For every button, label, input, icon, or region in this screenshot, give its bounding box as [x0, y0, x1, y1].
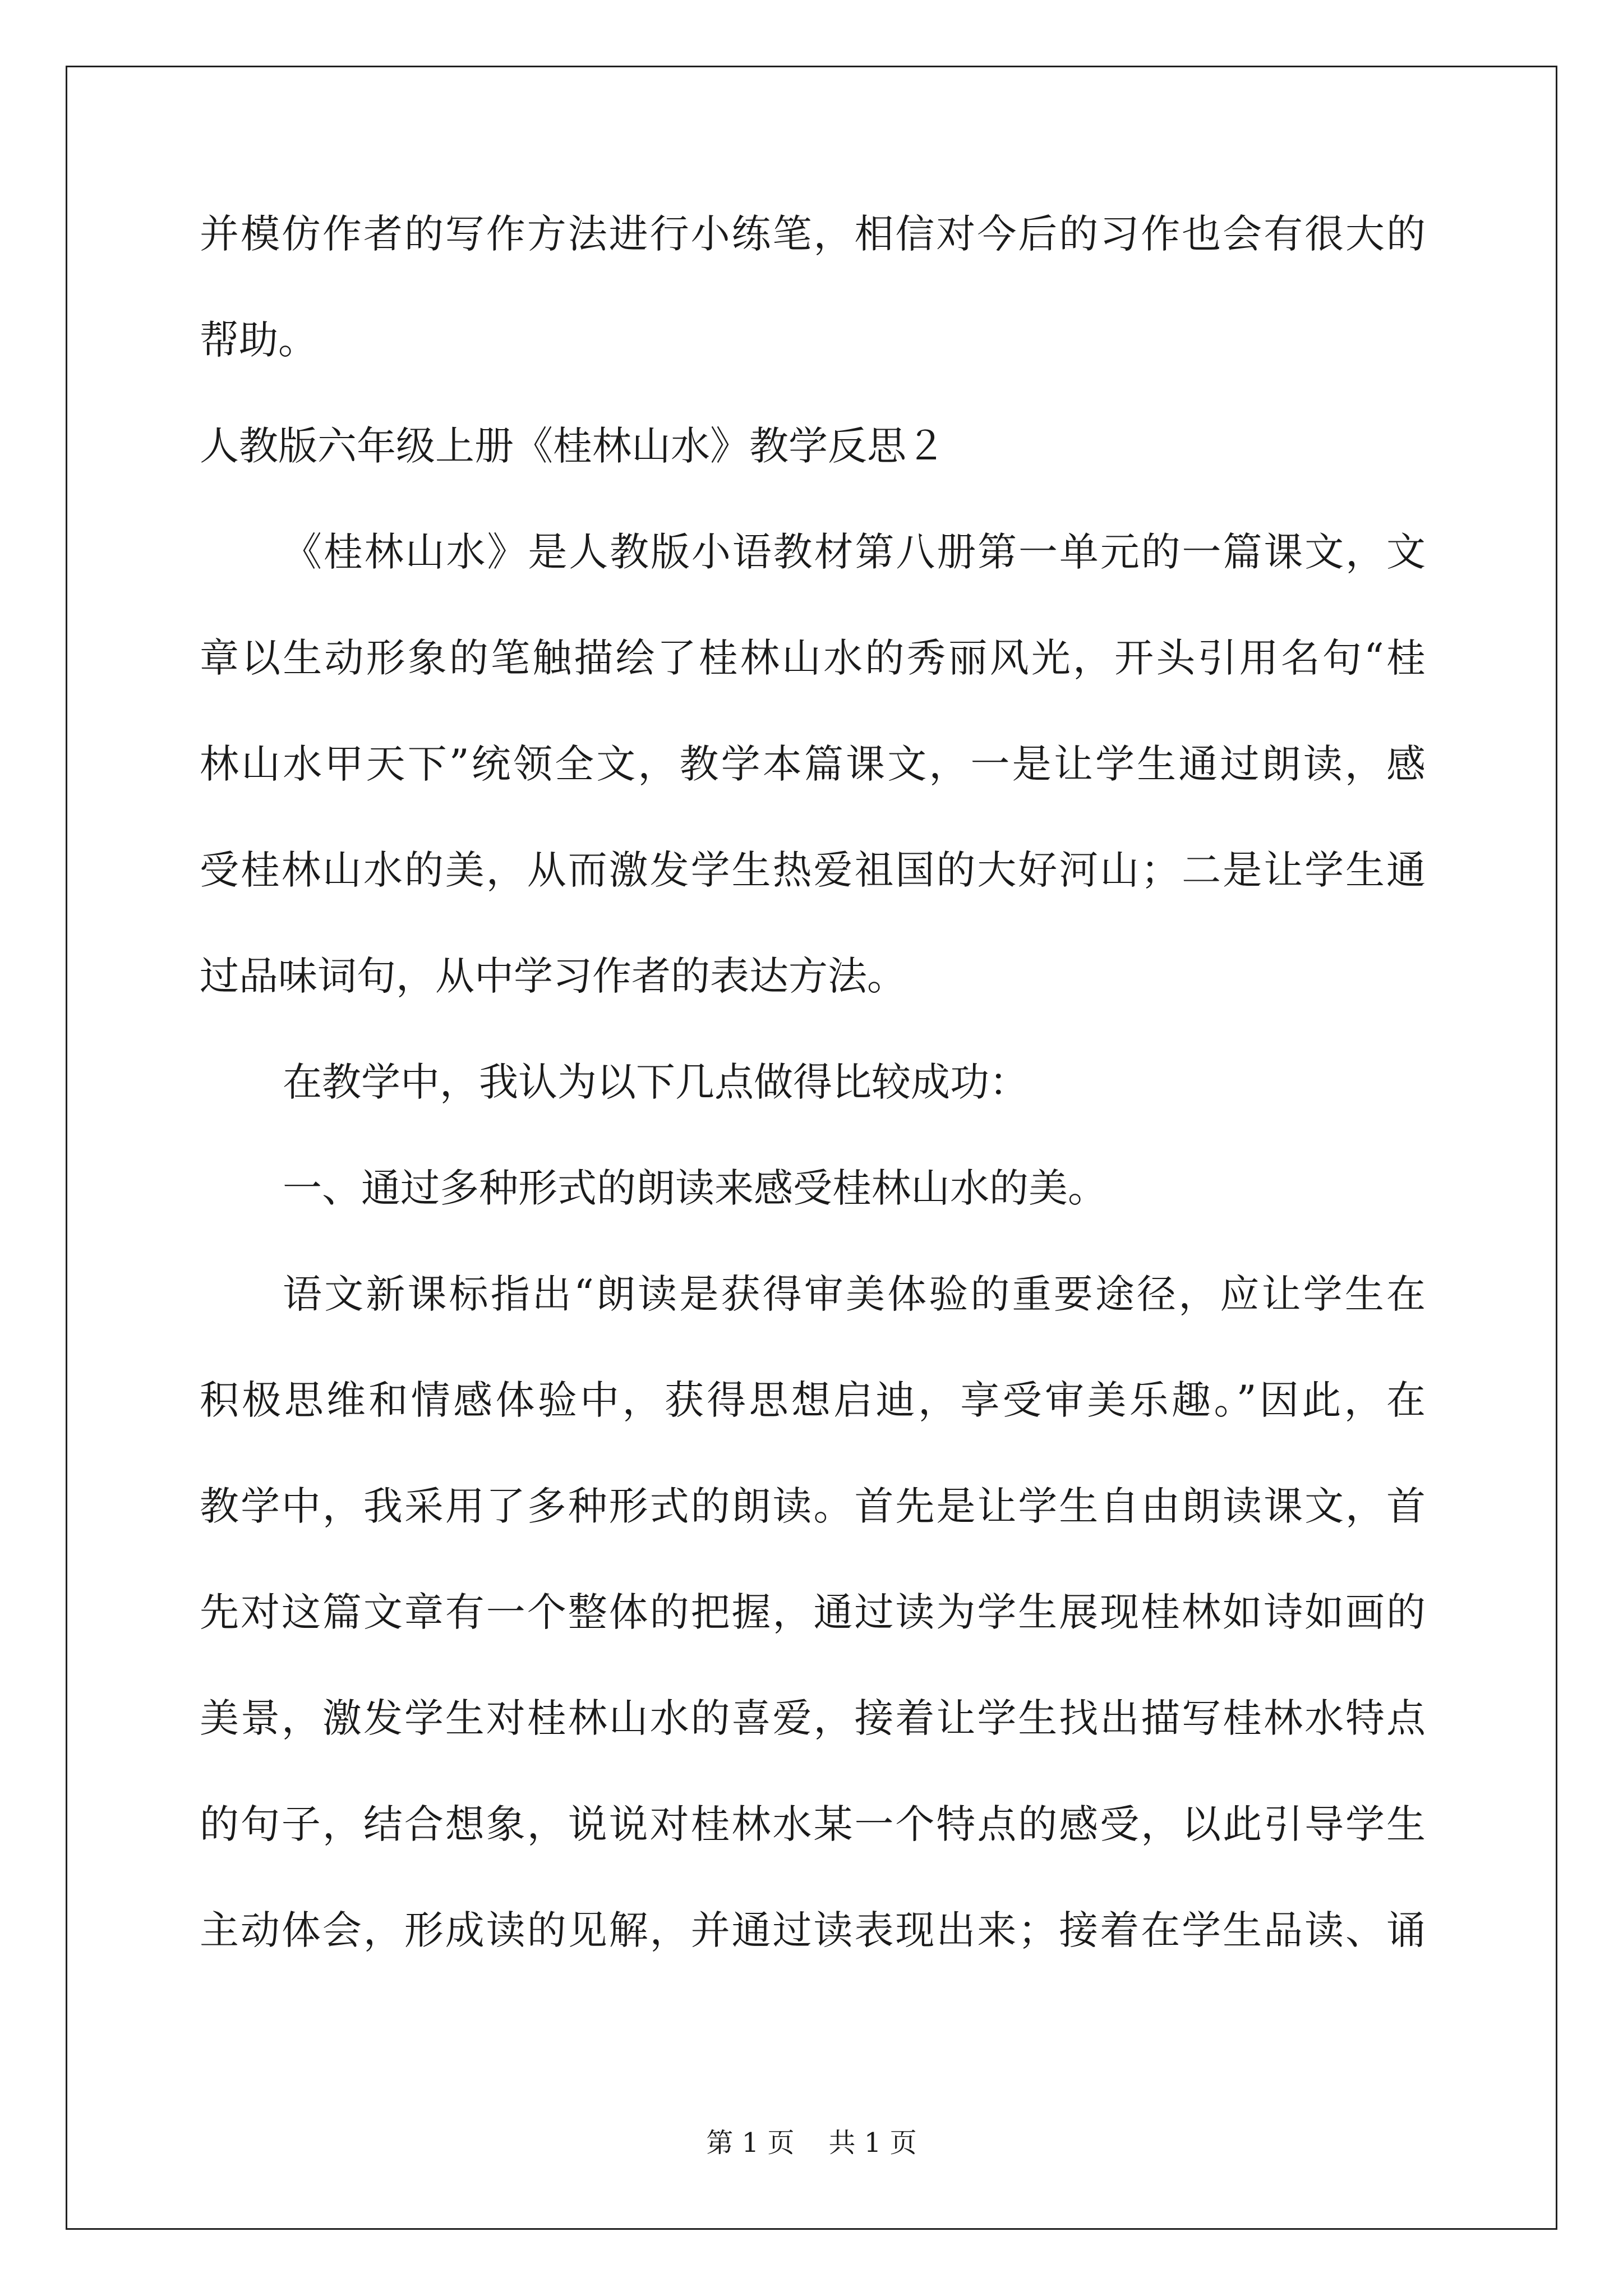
document-body: [200, 208, 1426, 1957]
text-line-14: 先对这篇文章有一个整体的把握，通过读为学生展现桂林如诗如画的: [200, 1589, 1426, 1635]
section-heading: 人教版六年级上册《桂林山水》教学反思２: [200, 423, 946, 469]
text-line-12: 积极思维和情感体验中，获得思想启迪，享受审美乐趣。”因此，在: [200, 1377, 1426, 1423]
text-line-17: 主动体会，形成读的见解，并通过读表现出来；接着在学生品读、诵: [200, 1907, 1426, 1953]
text-line-2: 帮助。: [200, 317, 317, 363]
page-number-footer: 第 1 页 共 1 页: [706, 2127, 917, 2159]
text-line-1: 并模仿作者的写作方法进行小练笔，相信对今后的习作也会有很大的: [200, 211, 1426, 257]
text-line-5: 章以生动形象的笔触描绘了桂林山水的秀丽风光，开头引用名句“桂: [200, 635, 1426, 681]
text-line-4: 《桂林山水》是人教版小语教材第八册第一单元的一篇课文，文: [283, 529, 1426, 575]
text-line-8: 过品味词句，从中学习作者的表达方法。: [200, 953, 906, 999]
text-line-15: 美景，激发学生对桂林山水的喜爱，接着让学生找出描写桂林水特点: [200, 1695, 1426, 1741]
text-line-9: 在教学中，我认为以下几点做得比较成功：: [283, 1059, 1029, 1105]
text-line-13: 教学中，我采用了多种形式的朗读。首先是让学生自由朗读课文，首: [200, 1483, 1426, 1529]
text-line-16: 的句子，结合想象，说说对桂林水某一个特点的感受，以此引导学生: [200, 1801, 1426, 1847]
text-line-10: 一、通过多种形式的朗读来感受桂林山水的美。: [283, 1165, 1107, 1211]
text-line-11: 语文新课标指出“朗读是获得审美体验的重要途径，应让学生在: [283, 1271, 1426, 1317]
text-line-7: 受桂林山水的美，从而激发学生热爱祖国的大好河山；二是让学生通: [200, 847, 1426, 893]
text-line-6: 林山水甲天下”统领全文，教学本篇课文，一是让学生通过朗读，感: [200, 741, 1426, 787]
